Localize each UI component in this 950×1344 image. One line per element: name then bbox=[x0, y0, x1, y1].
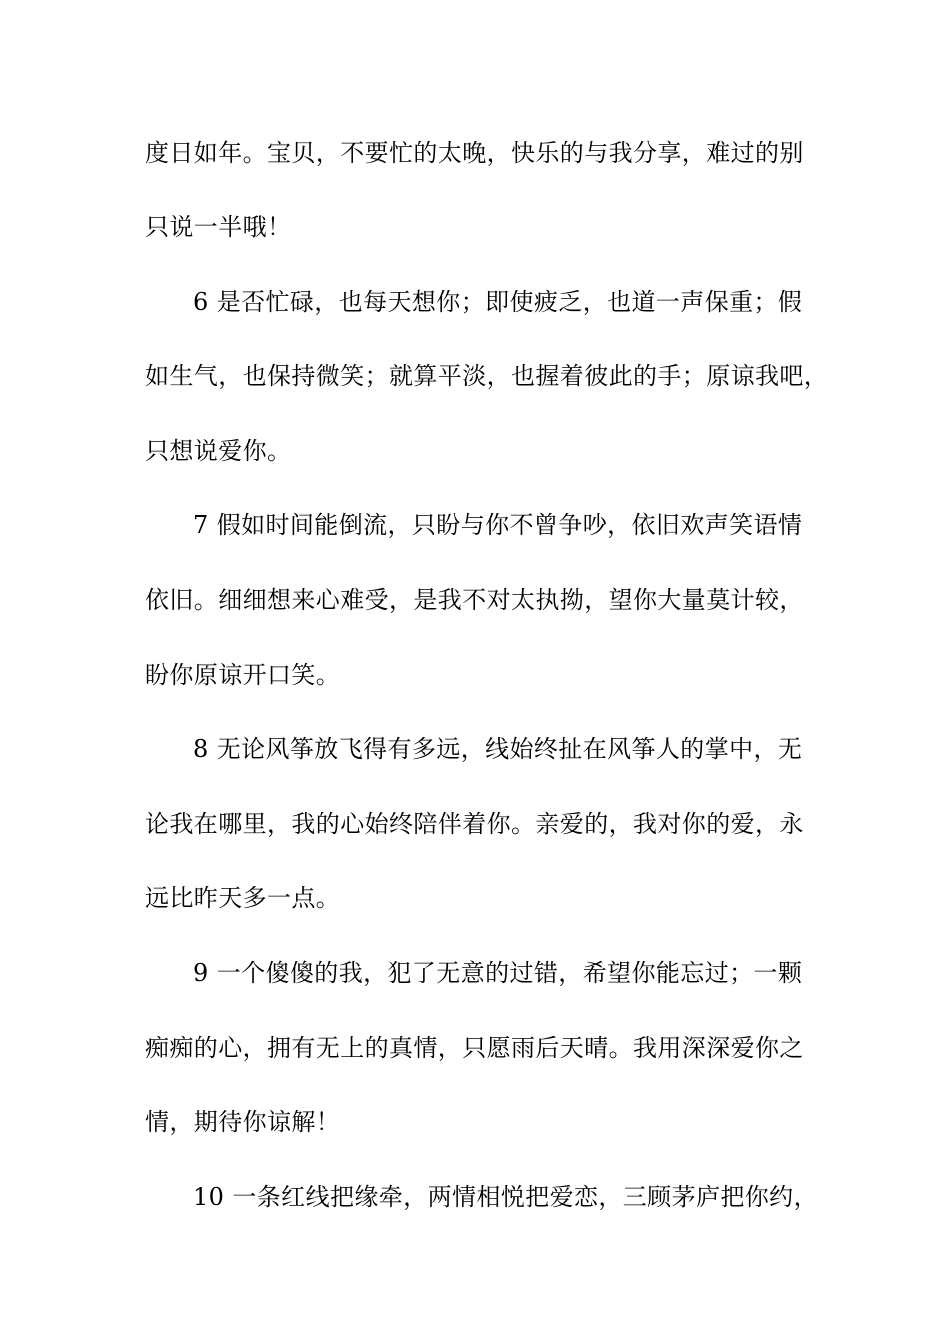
text-line: 如生气，也保持微笑；就算平淡，也握着彼此的手；原谅我吧， bbox=[145, 362, 829, 390]
text-line: 7 假如时间能倒流，只盼与你不曾争吵，依旧欢声笑语情 bbox=[193, 511, 803, 539]
text-line: 度日如年。宝贝，不要忙的太晚，快乐的与我分享，难过的别 bbox=[145, 139, 804, 167]
text-line: 6 是否忙碌，也每天想你；即使疲乏，也道一声保重；假 bbox=[193, 288, 803, 316]
text-line: 盼你原谅开口笑。 bbox=[145, 661, 341, 689]
text-line: 只想说爱你。 bbox=[145, 437, 292, 465]
text-line: 10 一条红线把缘牵，两情相悦把爱恋，三顾茅庐把你约， bbox=[193, 1183, 818, 1211]
text-line: 情，期待你谅解！ bbox=[145, 1108, 341, 1136]
text-line: 只说一半哦！ bbox=[145, 213, 292, 241]
text-line: 论我在哪里，我的心始终陪伴着你。亲爱的，我对你的爱，永 bbox=[145, 810, 804, 838]
text-line: 9 一个傻傻的我，犯了无意的过错，希望你能忘过；一颗 bbox=[193, 959, 803, 987]
text-line: 依旧。细细想来心难受，是我不对太执拗，望你大量莫计较， bbox=[145, 586, 804, 614]
text-line: 痴痴的心，拥有无上的真情，只愿雨后天晴。我用深深爱你之 bbox=[145, 1034, 804, 1062]
text-line: 远比昨天多一点。 bbox=[145, 884, 341, 912]
text-line: 8 无论风筝放飞得有多远，线始终扯在风筝人的掌中，无 bbox=[193, 735, 803, 763]
